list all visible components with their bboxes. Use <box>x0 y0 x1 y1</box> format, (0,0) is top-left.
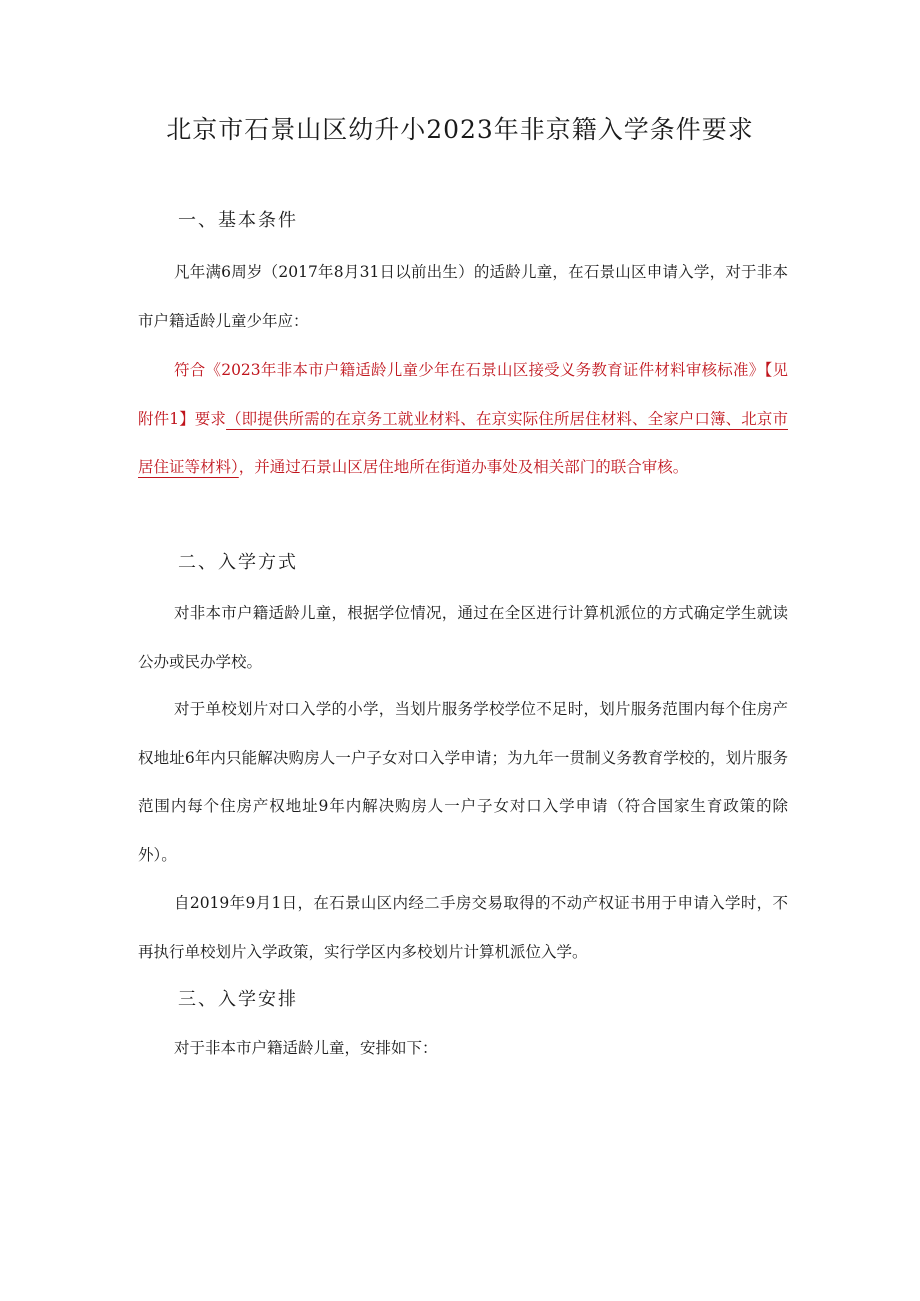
paragraph-basic-eligibility: 凡年满6周岁（2017年8月31日以前出生）的适龄儿童，在石景山区申请入学，对于非本市户籍适龄儿童少年应： <box>138 263 788 330</box>
paragraph-arrangement-intro: 对于非本市户籍适龄儿童，安排如下： <box>174 1039 438 1057</box>
section-heading-admission-method: 二、入学方式 <box>178 552 298 573</box>
paragraph-second-hand-housing: 自2019年9月1日，在石景山区内经二手房交易取得的不动产权证书用于申请入学时，不再执行单校划片入学政策，实行学区内多校划片计算机派位入学。 <box>138 894 788 961</box>
requirement-materials-list: （即提供所需的在京务工就业材料、在京实际住所居住材料、全家户口簿、北京市居住证等材料） <box>138 409 788 476</box>
section-heading-basic-conditions: 一、基本条件 <box>178 210 298 231</box>
requirement-joint-review-text: ，并通过石景山区居住地所在街道办事处及相关部门的联合审核。 <box>238 458 689 476</box>
requirement-standard-text: 符合《2023年非本市户籍适龄儿童少年在石景山区接受义务教育证件材料审核标准》【见附件1】要求 <box>138 361 788 428</box>
section-heading-admission-arrangement: 三、入学安排 <box>178 989 298 1010</box>
paragraph-single-school-zoning: 对于单校划片对口入学的小学，当划片服务学校学位不足时，划片服务范围内每个住房产权地址6年内只能解决购房人一户子女对口入学申请；为九年一贯制义务教育学校的，划片服务范围内每个住房产权地址9年内解决购房人一户子女对口入学申请（符合国家生育政策的除外）。 <box>138 700 788 864</box>
paragraph-computer-allocation: 对非本市户籍适龄儿童，根据学位情况，通过在全区进行计算机派位的方式确定学生就读公办或民办学校。 <box>138 604 788 671</box>
paragraph-document-requirements <box>138 346 788 492</box>
page-title: 北京市石景山区幼升小2023年非京籍入学条件要求 <box>166 115 754 144</box>
